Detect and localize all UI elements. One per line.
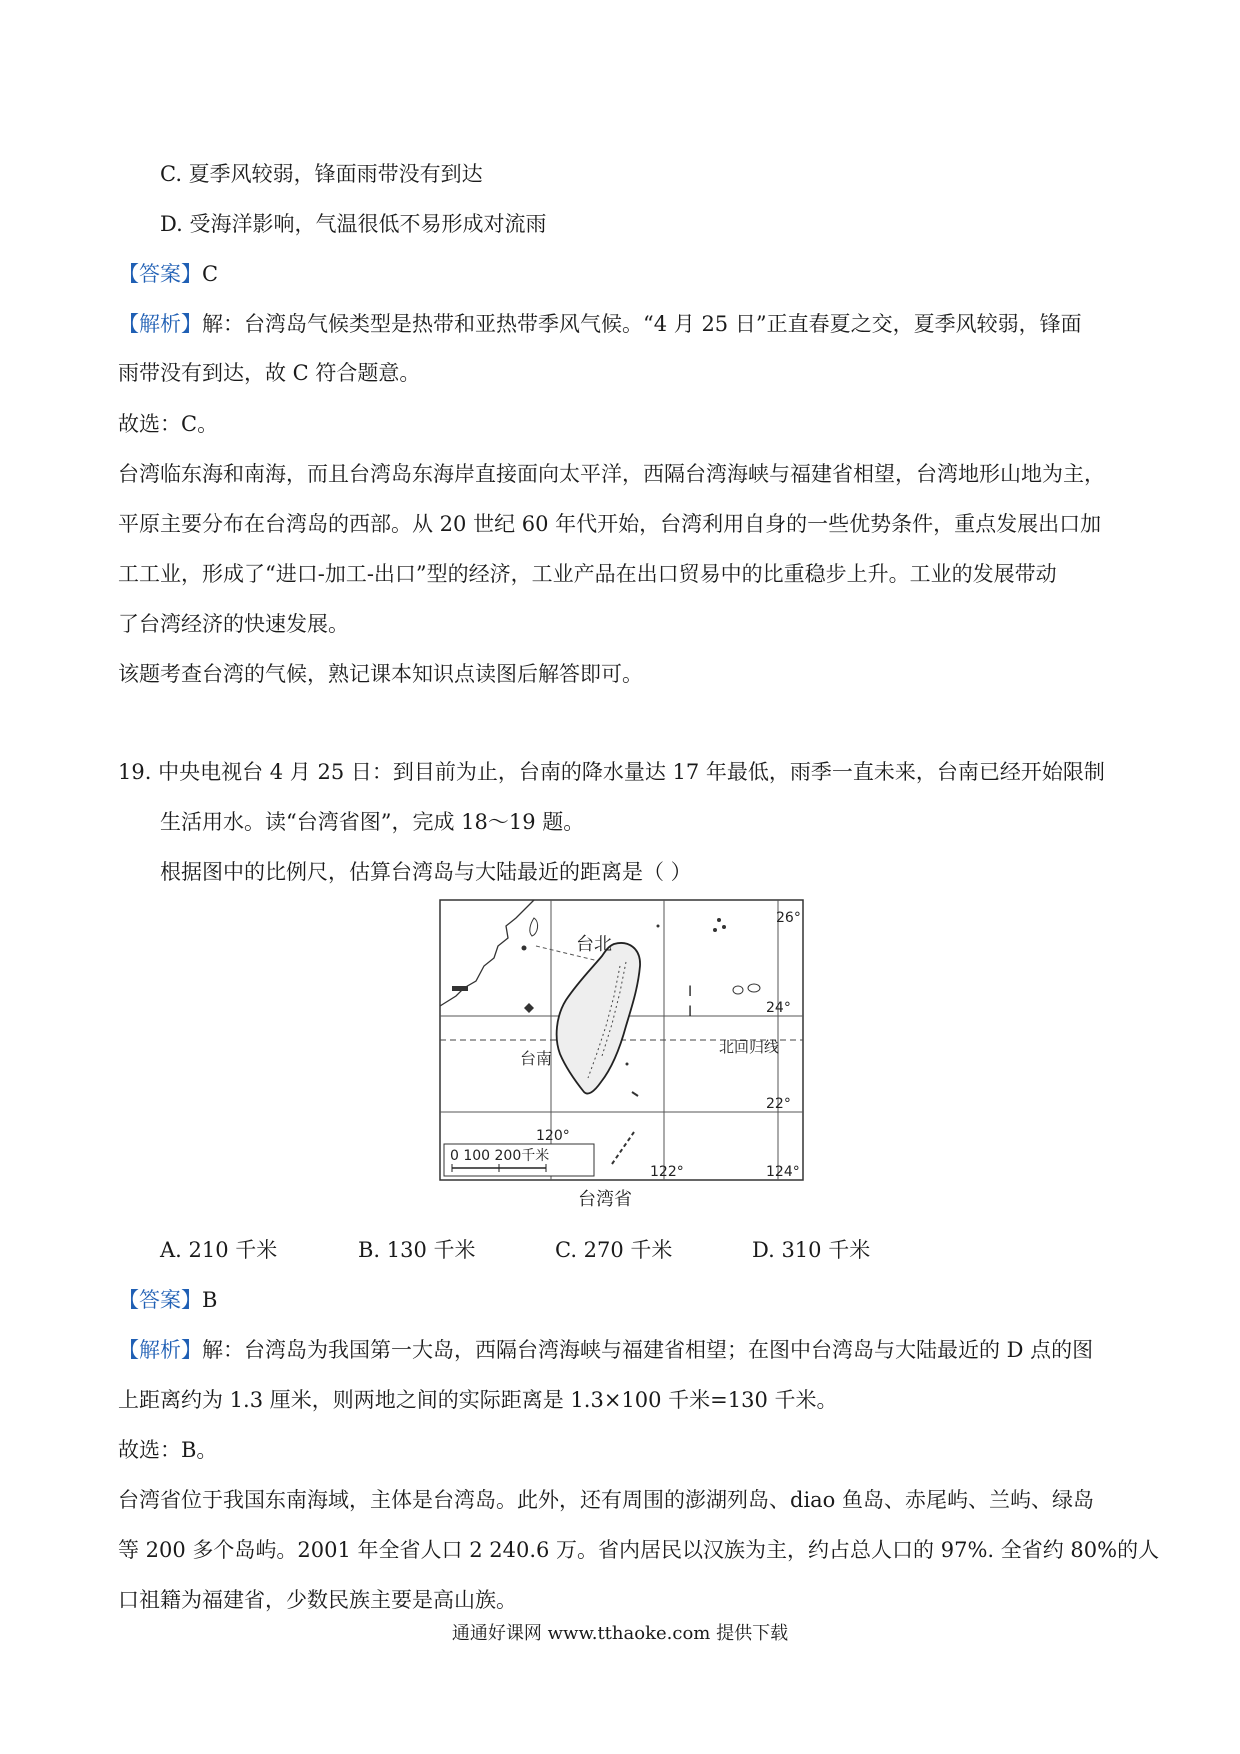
page-footer: 通通好课网 www.tthaoke.com 提供下载 xyxy=(451,1623,789,1644)
paragraph-line: 平原主要分布在台湾岛的西部。从 20 世纪 60 年代开始，台湾利用自身的一些优势条件，重点发展出口加 xyxy=(118,512,1102,536)
label-tropic: 北回归线 xyxy=(719,1038,780,1056)
answer-tag: 【答案】 xyxy=(118,1288,202,1312)
scale-text: 0 100 200千米 xyxy=(450,1148,550,1164)
analysis-tag: 【解析】 xyxy=(118,312,202,336)
answer-tag: 【答案】 xyxy=(118,262,202,286)
paragraph-line: 台湾临东海和南海，而且台湾岛东海岸直接面向太平洋，西隔台湾海峡与福建省相望，台湾地形山地为主， xyxy=(118,462,1105,486)
question-ask: 根据图中的比例尺，估算台湾岛与大陆最近的距离是（ ） xyxy=(160,860,692,884)
option-b: B. 130 千米 xyxy=(358,1238,476,1262)
paragraph-line: 口祖籍为福建省，少数民族主要是高山族。 xyxy=(118,1588,517,1612)
taiwan-map xyxy=(436,896,807,1186)
label-taibei: 台北 xyxy=(576,934,612,955)
lon-120: 120° xyxy=(536,1128,570,1144)
option-c-q19: C. 270 千米 xyxy=(555,1238,673,1262)
question-stem-2: 生活用水。读“台湾省图”，完成 18～19 题。 xyxy=(160,810,585,834)
taiwan-map-svg xyxy=(436,896,807,1186)
paragraph-line: 工工业，形成了“进口-加工-出口”型的经济，工业产品在出口贸易中的比重稳步上升。工业的发展带动 xyxy=(118,562,1057,586)
option-d-q19: D. 310 千米 xyxy=(752,1238,871,1262)
lon-122: 122° xyxy=(650,1164,684,1180)
question-stem: 19. 中央电视台 4 月 25 日：到目前为止，台南的降水量达 17 年最低，雨季一直未来，台南已经开始限制 xyxy=(118,760,1105,784)
answer-value: C xyxy=(202,262,219,286)
option-d: D. 受海洋影响，气温很低不易形成对流雨 xyxy=(160,212,547,236)
label-tainan: 台南 xyxy=(520,1049,553,1068)
option-a: A. 210 千米 xyxy=(160,1238,278,1262)
analysis-text: 解：台湾岛为我国第一大岛，西隔台湾海峡与福建省相望；在图中台湾岛与大陆最近的 D 点的图 xyxy=(202,1338,1094,1362)
map-caption: 台湾省 xyxy=(578,1189,632,1210)
analysis-line xyxy=(118,310,1082,338)
lat-24: 24° xyxy=(766,1000,791,1016)
paragraph-line: 了台湾经济的快速发展。 xyxy=(118,612,349,636)
paragraph-line: 等 200 多个岛屿。2001 年全省人口 2 240.6 万。省内居民以汉族为主，约占总人口的 97%. 全省约 80%的人 xyxy=(118,1538,1160,1562)
analysis-text-2: 上距离约为 1.3 厘米，则两地之间的实际距离是 1.3×100 千米=130 千米。 xyxy=(118,1388,838,1412)
answer-value: B xyxy=(202,1288,218,1312)
answer-line xyxy=(118,260,218,288)
paragraph-line: 台湾省位于我国东南海域，主体是台湾岛。此外，还有周围的澎湖列岛、diao 鱼岛、赤尾屿、兰屿、绿岛 xyxy=(118,1488,1094,1512)
choice-text: 故选：B。 xyxy=(118,1438,218,1462)
svg-text:I: I xyxy=(688,1004,693,1020)
analysis-line-q19 xyxy=(118,1336,1093,1364)
summary-text: 该题考查台湾的气候，熟记课本知识点读图后解答即可。 xyxy=(118,662,643,686)
lat-22: 22° xyxy=(766,1096,791,1112)
choice-text: 故选：C。 xyxy=(118,412,219,436)
analysis-text-2: 雨带没有到达，故 C 符合题意。 xyxy=(118,361,421,385)
option-c: C. 夏季风较弱，锋面雨带没有到达 xyxy=(160,162,483,186)
answer-line-q19 xyxy=(118,1286,217,1314)
analysis-text: 解：台湾岛气候类型是热带和亚热带季风气候。“4 月 25 日”正直春夏之交，夏季风较弱，锋面 xyxy=(202,312,1082,336)
lon-124: 124° xyxy=(766,1164,800,1180)
analysis-tag: 【解析】 xyxy=(118,1338,202,1362)
svg-text:I: I xyxy=(688,984,693,1000)
lat-26: 26° xyxy=(776,910,801,926)
